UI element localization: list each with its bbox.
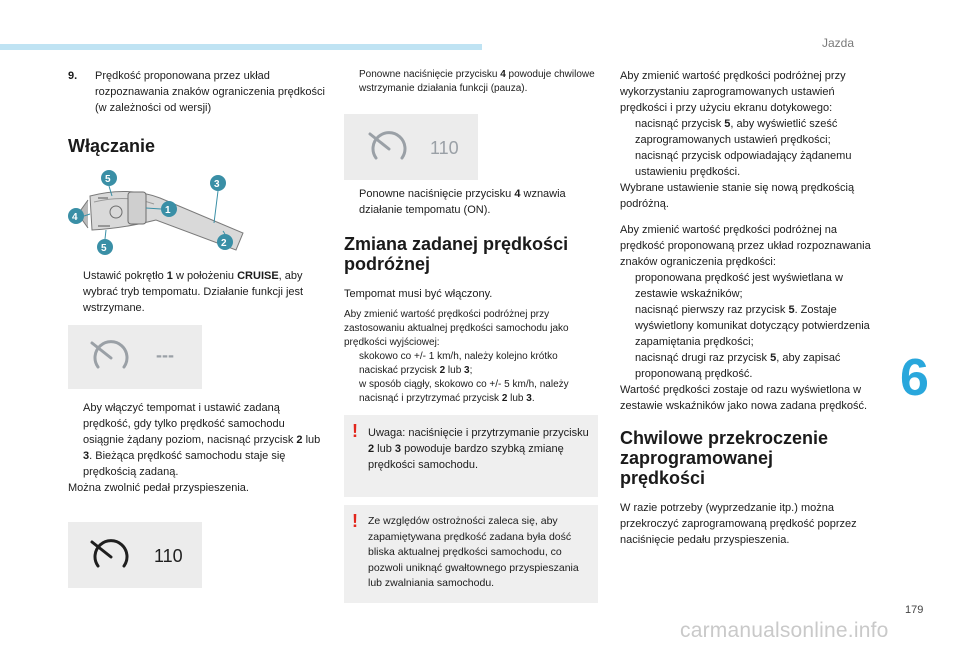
- warning-icon: !: [352, 421, 358, 441]
- text-segment: lub: [507, 393, 527, 404]
- text-segment: skokowo co +/- 1 km/h, należy kolejno krótko naciskać przycisk: [359, 351, 558, 376]
- callout-2: 2: [221, 238, 227, 249]
- text-segment: wznawia działanie tempomatu (ON).: [359, 188, 566, 216]
- text-segment: , aby wybrać tryb tempomatu. Działanie funkcji jest wstrzymane.: [83, 270, 304, 314]
- bullet-on: [344, 186, 598, 218]
- text-segment: lub: [374, 443, 395, 455]
- para-new-speed: Wybrane ustawienie stanie się nową prędkością podróżną.: [620, 182, 855, 210]
- text-segment: lub: [445, 365, 465, 376]
- column-1-cont: [68, 268, 326, 316]
- heading-change: Zmiana zadanej prędkości podróżnej: [344, 234, 569, 274]
- callout-3: 3: [214, 179, 220, 190]
- item-number: 9.: [68, 70, 78, 82]
- bullet-preset2: [620, 148, 878, 180]
- watermark: carmanualsonline.info: [680, 619, 889, 642]
- column-2-cont: [344, 186, 598, 406]
- para-release: Można zwolnić pedał przyspieszenia.: [68, 482, 249, 494]
- text-segment: nacisnąć przycisk: [635, 118, 725, 130]
- item-text: Prędkość proponowana przez układ rozpoznawania znaków ograniczenia prędkości (w zależności od wersji): [95, 70, 325, 114]
- column-2: [344, 68, 598, 96]
- warning-text: [368, 425, 592, 473]
- column-3: [620, 68, 878, 548]
- text-segment: nacisnąć pierwszy raz przycisk: [635, 304, 789, 316]
- text-bold: 1: [166, 270, 173, 282]
- text-bold: 4: [500, 69, 506, 80]
- callout-5a: 5: [105, 174, 111, 185]
- bullet-proposed2: [620, 302, 878, 350]
- callout-1: 1: [165, 205, 171, 216]
- text-segment: Ustawić pokrętło: [83, 270, 167, 282]
- text-segment: w położeniu: [172, 270, 238, 282]
- para-on: Tempomat musi być włączony.: [344, 288, 493, 300]
- text-bold: 3: [394, 443, 402, 455]
- bullet-proposed3: [620, 350, 878, 382]
- text-segment: powoduje chwilowe wstrzymanie działania funkcji (pauza).: [359, 69, 595, 94]
- text-segment: . Bieżąca prędkość samochodu staje się prędkością zadaną.: [83, 450, 286, 478]
- text-bold: 5: [788, 304, 795, 316]
- column-1: [68, 68, 328, 156]
- para-preset: Aby zmienić wartość prędkości podróżnej przy wykorzystaniu zaprogramowanych ustawień prędkości i przy użyciu ekranu dotykowego:: [620, 70, 846, 114]
- text-segment: nacisnąć drugi raz przycisk: [635, 352, 771, 364]
- text-segment: Aby włączyć tempomat i ustawić zadaną prędkość, gdy tylko prędkość samochodu osiągnie żądany poziom, nacisnąć przycisk: [83, 402, 297, 446]
- heading-exceed: Chwilowe przekroczenie zaprogramowanej prędkości: [620, 428, 829, 488]
- callout-5b: 5: [101, 243, 107, 254]
- display-active: [68, 522, 202, 588]
- text-bold: 5: [770, 352, 777, 364]
- stalk-illustration: [68, 168, 244, 258]
- page-number: 179: [905, 604, 924, 616]
- bullet-activate: [68, 400, 326, 480]
- text-segment: proponowana prędkość jest wyświetlana w zestawie wskaźników;: [635, 272, 843, 300]
- warning-text: Ze względów ostrożności zaleca się, aby zapamiętywana prędkość zadana była dość bliska aktualnej prędkości samochodu, co pozwoli uniknąć gwałtownego przyspieszania lub zwalniania samochodu.: [368, 515, 579, 589]
- text-segment: , aby wyświetlić sześć zaprogramowanych ustawień prędkości;: [635, 118, 838, 146]
- text-segment: lub: [302, 434, 321, 446]
- text-bold: 3: [83, 450, 90, 462]
- text-segment: ;: [469, 365, 473, 376]
- para-displayed: Wartość prędkości zostaje od razu wyświetlona w zestawie wskaźników jako nowa zadana prędkość.: [620, 384, 868, 412]
- chapter-tab: [888, 340, 960, 422]
- warning-box-2: [344, 505, 598, 603]
- bullet-step5: [344, 378, 598, 406]
- text-segment: Uwaga: naciśnięcie i przytrzymanie przycisku: [368, 427, 589, 439]
- display-value: ---: [156, 345, 174, 365]
- bullet-proposed1: [620, 270, 878, 302]
- text-bold: 3: [464, 365, 470, 376]
- text-segment: powoduje bardzo szybką zmianę prędkości samochodu.: [368, 443, 564, 471]
- display-value: 110: [154, 546, 183, 566]
- display-paused: [68, 325, 202, 389]
- bullet-cruise: [68, 268, 326, 316]
- text-segment: nacisnąć przycisk odpowiadający żądanemu ustawieniu prędkości.: [635, 150, 852, 178]
- para-proposed: Aby zmienić wartość prędkości podróżnej na prędkość proponowaną przez układ rozpoznawania znaków ograniczenia prędkości:: [620, 224, 871, 268]
- para-exceed: W razie potrzeby (wyprzedzanie itp.) można przekroczyć zaprogramowaną prędkość poprzez naciśnięcie pedału przyspieszenia.: [620, 502, 857, 546]
- text-bold: 2: [439, 365, 446, 376]
- bullet-preset1: [620, 116, 878, 148]
- section-title: Jazda: [822, 36, 855, 50]
- header-bar: [0, 44, 482, 50]
- text-segment: .: [531, 393, 535, 404]
- text-segment: Ponowne naciśnięcie przycisku: [359, 69, 501, 80]
- column-1-cont2: [68, 400, 326, 496]
- text-bold: 4: [514, 188, 521, 200]
- text-bold: 2: [501, 393, 508, 404]
- display-pause: [344, 114, 478, 180]
- text-bold: 5: [724, 118, 731, 130]
- text-segment: , aby zapisać proponowaną prędkość.: [635, 352, 841, 380]
- list-item-9: [68, 68, 328, 116]
- text-bold: 2: [296, 434, 303, 446]
- para-change: Aby zmienić wartość prędkości podróżnej przy zastosowaniu aktualnej prędkości samochodu jako prędkości wyjściowej:: [344, 309, 569, 348]
- text-segment: w sposób ciągły, skokowo co +/- 5 km/h, należy nacisnąć i przytrzymać przycisk: [359, 379, 569, 404]
- bullet-pause: [344, 68, 598, 96]
- chapter-number: 6: [900, 349, 929, 407]
- text-bold: CRUISE: [237, 270, 279, 282]
- callout-4: 4: [72, 212, 78, 223]
- display-value: 110: [430, 138, 459, 158]
- heading-wlaczanie: Włączanie: [68, 136, 156, 156]
- text-bold: 3: [526, 393, 532, 404]
- text-segment: Ponowne naciśnięcie przycisku: [359, 188, 515, 200]
- bullet-step1: [344, 350, 598, 378]
- warning-icon: !: [352, 511, 358, 531]
- text-bold: 2: [368, 443, 375, 455]
- text-segment: . Zostaje wyświetlony komunikat dotyczący potwierdzenia zapamiętania prędkości;: [635, 304, 870, 348]
- warning-box-1: [344, 415, 598, 497]
